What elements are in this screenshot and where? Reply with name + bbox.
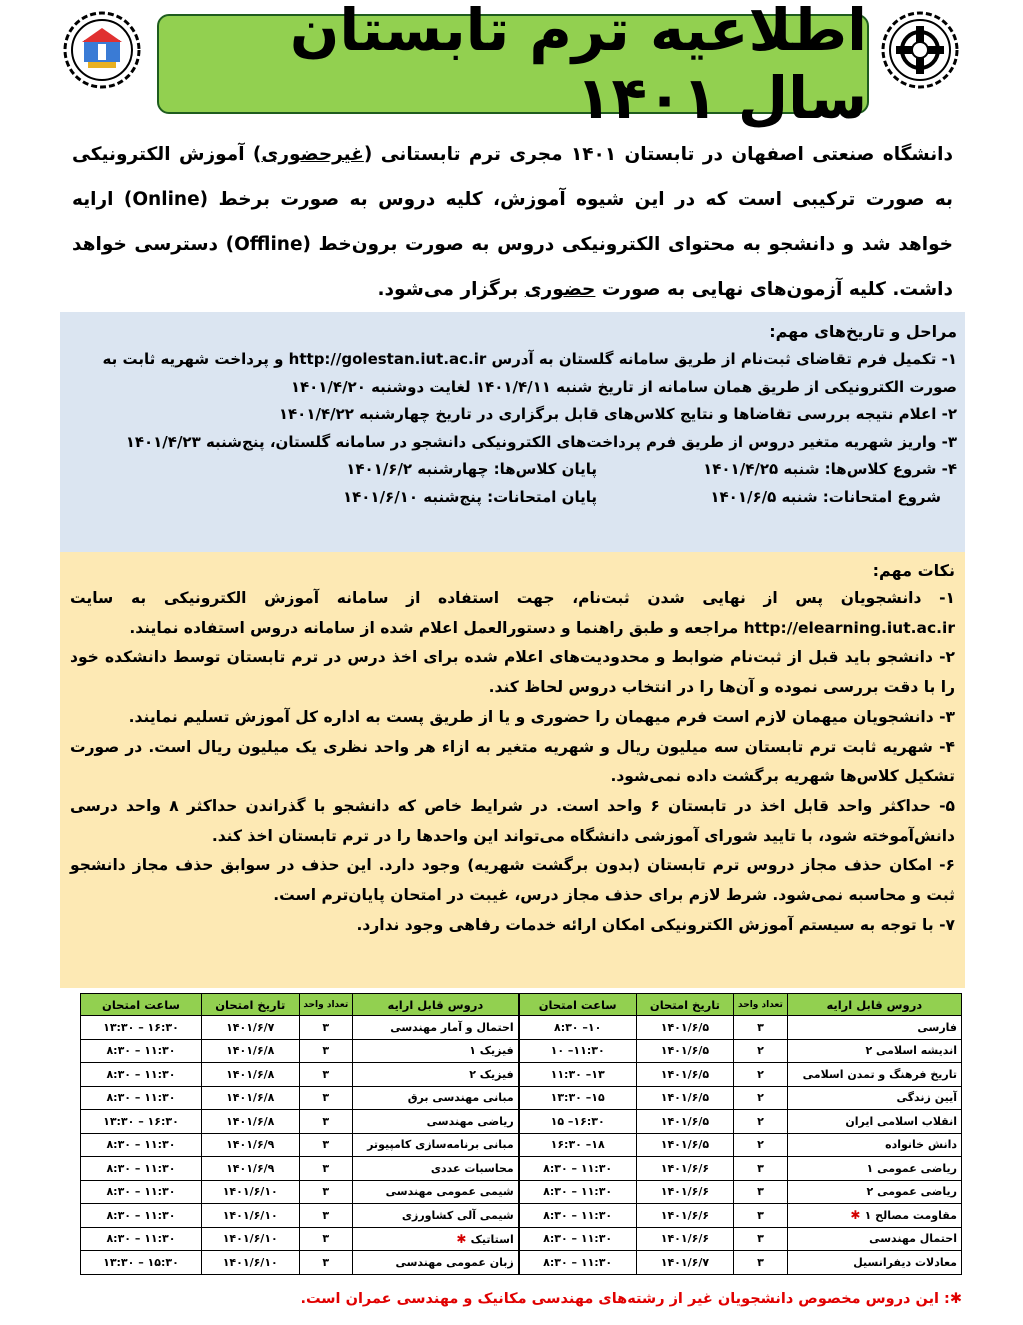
intro-underlined-1: غیرحضوری <box>261 144 364 165</box>
intro-underlined-2: حضوری <box>524 279 596 300</box>
exam-time-left: ۱۱:۳۰ – ۸:۳۰ <box>81 1063 202 1087</box>
course-name-left <box>353 1180 519 1204</box>
exams-start: شروع امتحانات: شنبه ۱۴۰۱/۶/۵ <box>710 487 941 506</box>
course-name-left <box>353 1063 519 1087</box>
step-line-1: ۱- تکمیل فرم تقاضای ثبت‌نام از طریق سامانه گلستان به آدرس http://golestan.iut.ac.ir و پرداخت شهریه ثابت به <box>102 350 957 368</box>
header-date-right: تاریخ امتحان <box>636 994 734 1016</box>
exam-date-right: ۱۴۰۱/۶/۷ <box>636 1251 734 1275</box>
exam-time-right: ۱۳– ۱۱:۳۰ <box>519 1063 636 1087</box>
iut-logo-right-icon <box>880 10 960 90</box>
course-name-text: استاتیک <box>470 1232 514 1246</box>
exam-date-right: ۱۴۰۱/۶/۶ <box>636 1227 734 1251</box>
exam-date-left: ۱۴۰۱/۶/۱۰ <box>201 1204 299 1228</box>
table-row <box>81 1251 962 1275</box>
exam-time-right: ۱۱:۳۰ – ۸:۳۰ <box>519 1180 636 1204</box>
exam-date-left: ۱۴۰۱/۶/۸ <box>201 1086 299 1110</box>
course-table-wrapper <box>80 993 962 1275</box>
table-row <box>81 1180 962 1204</box>
table-row <box>81 1039 962 1063</box>
note-item-4: ۴- شهریه ثابت ترم تابستان سه میلیون ریال و شهریه متغیر به ازاء هر واحد نظری یک میلیون ریال است. در صورت تشکیل کلاس‌ها شهریه برگشت داده نمی‌شود. <box>70 737 955 786</box>
course-name-left <box>353 1157 519 1181</box>
units-left: ۳ <box>299 1227 352 1251</box>
steps-heading: مراحل و تاریخ‌های مهم: <box>769 322 957 341</box>
table-row <box>81 1063 962 1087</box>
course-name-right <box>787 1180 961 1204</box>
course-name-text: شیمی آلی کشاورزی <box>401 1208 514 1222</box>
units-left: ۳ <box>299 1180 352 1204</box>
course-name-right <box>787 1063 961 1087</box>
step-line-6 <box>68 484 957 512</box>
header-units-left: تعداد واحد <box>299 994 352 1016</box>
course-name-right <box>787 1227 961 1251</box>
note-item-2: ۲- دانشجو باید قبل از ثبت‌نام ضوابط و محدودیت‌های اعلام شده برای اخذ درس در ترم تابستان توسط دانشکده خود را با دقت بررسی نموده و آن‌ها را در انتخاب دروس لحاظ کند. <box>70 648 955 697</box>
units-right: ۲ <box>734 1039 787 1063</box>
exam-time-left: ۱۶:۳۰ – ۱۳:۳۰ <box>81 1110 202 1134</box>
course-name-text: ریاضی مهندسی <box>426 1114 514 1128</box>
exam-time-left: ۱۱:۳۰ – ۸:۳۰ <box>81 1039 202 1063</box>
course-name-text: ریاضی عمومی ۱ <box>866 1161 957 1175</box>
exam-date-right: ۱۴۰۱/۶/۵ <box>636 1133 734 1157</box>
course-name-right <box>787 1251 961 1275</box>
exam-date-right: ۱۴۰۱/۶/۵ <box>636 1086 734 1110</box>
intro-paragraph <box>60 122 965 312</box>
exam-date-right: ۱۴۰۱/۶/۵ <box>636 1110 734 1134</box>
table-row <box>81 1086 962 1110</box>
exam-date-left: ۱۴۰۱/۶/۱۰ <box>201 1251 299 1275</box>
header-units-right: تعداد واحد <box>734 994 787 1016</box>
exam-date-left: ۱۴۰۱/۶/۹ <box>201 1157 299 1181</box>
exam-time-left: ۱۶:۳۰ – ۱۳:۳۰ <box>81 1016 202 1040</box>
exam-time-left: ۱۱:۳۰ – ۸:۳۰ <box>81 1204 202 1228</box>
asterisk-icon: ✱ <box>456 1231 471 1246</box>
exam-time-right: ۱۵– ۱۳:۳۰ <box>519 1086 636 1110</box>
exam-date-left: ۱۴۰۱/۶/۷ <box>201 1016 299 1040</box>
units-right: ۳ <box>734 1016 787 1040</box>
course-name-right <box>787 1157 961 1181</box>
table-row <box>81 1204 962 1228</box>
units-left: ۳ <box>299 1016 352 1040</box>
exam-date-right: ۱۴۰۱/۶/۵ <box>636 1063 734 1087</box>
note-item-7: ۷- با توجه به سیستم آموزش الکترونیکی امکان ارائه خدمات رفاهی وجود ندارد. <box>356 915 955 934</box>
course-name-right <box>787 1110 961 1134</box>
exam-time-right: ۱۱:۳۰ – ۸:۳۰ <box>519 1227 636 1251</box>
notes-heading: نکات مهم: <box>872 561 955 580</box>
course-name-text: دانش خانواده <box>885 1138 957 1152</box>
units-right: ۳ <box>734 1180 787 1204</box>
header-course-right: دروس قابل ارایه <box>787 994 961 1016</box>
course-name-left <box>353 1204 519 1228</box>
exam-date-left: ۱۴۰۱/۶/۸ <box>201 1039 299 1063</box>
exam-time-right: ۱۱:۳۰ – ۸:۳۰ <box>519 1251 636 1275</box>
exam-time-left: ۱۱:۳۰ – ۸:۳۰ <box>81 1157 202 1181</box>
units-left: ۳ <box>299 1039 352 1063</box>
course-name-text: فیزیک ۱ <box>469 1044 514 1058</box>
header-time-left: ساعت امتحان <box>81 994 202 1016</box>
header-time-right: ساعت امتحان <box>519 994 636 1016</box>
course-name-left <box>353 1227 519 1251</box>
course-name-left <box>353 1086 519 1110</box>
table-row <box>81 1133 962 1157</box>
course-name-right <box>787 1086 961 1110</box>
exams-end: پایان امتحانات: پنج‌شنبه ۱۴۰۱/۶/۱۰ <box>342 487 597 506</box>
intro-part-1: دانشگاه صنعتی اصفهان در تابستان ۱۴۰۱ مجری ترم تابستانی ( <box>363 144 954 165</box>
note-item-3: ۳- دانشجویان میهمان لازم است فرم میهمان را حضوری و یا از طریق پست به اداره کل آموزش تسلیم نمایند. <box>128 707 955 726</box>
exam-time-right: ۱۱:۳۰ – ۸:۳۰ <box>519 1204 636 1228</box>
course-name-text: زبان عمومی مهندسی <box>395 1255 514 1269</box>
units-right: ۲ <box>734 1110 787 1134</box>
exam-time-right: ۱۶:۳۰– ۱۵ <box>519 1110 636 1134</box>
note-item-1: ۱- دانشجویان پس از نهایی شدن ثبت‌نام، جهت استفاده از سامانه آموزش الکترونیکی به سایت http://elearning.iut.ac.ir مراجعه و طبق راهنما و دستورالعمل اعلام شده از سامانه دروس استفاده نمایند. <box>70 589 955 637</box>
iut-logo-left-icon <box>62 10 142 90</box>
title-banner <box>157 0 869 132</box>
header-course-left: دروس قابل ارایه <box>353 994 519 1016</box>
exam-date-left: ۱۴۰۱/۶/۸ <box>201 1110 299 1134</box>
table-row <box>81 1110 962 1134</box>
units-right: ۳ <box>734 1157 787 1181</box>
course-name-text: محاسبات عددی <box>430 1161 514 1175</box>
exam-time-left: ۱۵:۳۰ – ۱۳:۳۰ <box>81 1251 202 1275</box>
course-name-text: فیزیک ۲ <box>469 1067 514 1081</box>
units-right: ۳ <box>734 1204 787 1228</box>
course-name-text: مقاومت مصالح ۱ <box>864 1209 957 1223</box>
units-right: ۳ <box>734 1251 787 1275</box>
course-name-text: ریاضی عمومی ۲ <box>866 1185 957 1199</box>
header-date-left: تاریخ امتحان <box>201 994 299 1016</box>
table-row <box>81 1157 962 1181</box>
exam-date-left: ۱۴۰۱/۶/۸ <box>201 1063 299 1087</box>
step-line-5 <box>68 456 957 484</box>
exam-date-left: ۱۴۰۱/۶/۱۰ <box>201 1180 299 1204</box>
exam-time-right: ۱۱:۳۰– ۱۰ <box>519 1039 636 1063</box>
units-left: ۳ <box>299 1251 352 1275</box>
exam-date-left: ۱۴۰۱/۶/۱۰ <box>201 1227 299 1251</box>
note-item-5: ۵- حداکثر واحد قابل اخذ در تابستان ۶ واحد است. در شرایط خاص که دانشجو با گذراندن حداکثر ۸ واحد درسی دانش‌آموخته شود، با تایید شورای آموزشی دانشگاه می‌تواند این واحدها را در ترم تابستان اخذ کند. <box>70 796 955 845</box>
units-right: ۳ <box>734 1227 787 1251</box>
intro-part-3: برگزار می‌شود. <box>377 279 525 300</box>
exam-time-left: ۱۱:۳۰ – ۸:۳۰ <box>81 1133 202 1157</box>
units-left: ۳ <box>299 1157 352 1181</box>
exam-date-left: ۱۴۰۱/۶/۹ <box>201 1133 299 1157</box>
step-line-4: ۳- واریز شهریه متغیر دروس از طریق فرم پرداخت‌های الکترونیکی دانشجو در سامانه گلستان، پنج‌شنبه ۱۴۰۱/۴/۲۳ <box>125 432 957 451</box>
course-name-text: معادلات دیفرانسیل <box>853 1255 957 1269</box>
units-left: ۳ <box>299 1204 352 1228</box>
table-row <box>81 1227 962 1251</box>
exam-time-left: ۱۱:۳۰ – ۸:۳۰ <box>81 1180 202 1204</box>
exam-time-right: ۱۱:۳۰ – ۸:۳۰ <box>519 1157 636 1181</box>
course-name-left <box>353 1039 519 1063</box>
course-name-left <box>353 1251 519 1275</box>
exam-time-right: ۱۸– ۱۶:۳۰ <box>519 1133 636 1157</box>
course-name-text: تاریخ فرهنگ و تمدن اسلامی <box>802 1067 957 1081</box>
course-table <box>80 993 962 1275</box>
intro-part-2: ) آموزش الکترونیکی به صورت ترکیبی است که در این شیوه آموزش، کلیه دروس به صورت برخط (Online) ارایه خواهد شد و دانشجو به محتوای الکترونیکی دروس به صورت برون‌خط (Offline) دسترسی خواهد داشت. کلیه آزمون‌های نهایی به صورت <box>72 144 954 300</box>
course-name-text: اندیشه اسلامی ۲ <box>865 1044 957 1058</box>
exam-time-right: ۱۰– ۸:۳۰ <box>519 1016 636 1040</box>
course-name-left <box>353 1110 519 1134</box>
course-name-right <box>787 1204 961 1228</box>
course-name-text: شیمی عمومی مهندسی <box>385 1185 514 1199</box>
asterisk-icon: ✱ <box>850 1208 865 1223</box>
table-row <box>81 1016 962 1040</box>
course-name-text: فارسی <box>917 1020 957 1034</box>
notes-section <box>60 552 965 988</box>
course-name-left <box>353 1133 519 1157</box>
units-left: ۳ <box>299 1086 352 1110</box>
units-right: ۲ <box>734 1063 787 1087</box>
exam-time-left: ۱۱:۳۰ – ۸:۳۰ <box>81 1086 202 1110</box>
course-name-text: مبانی مهندسی برق <box>407 1091 514 1105</box>
step-line-2: صورت الکترونیکی از طریق همان سامانه از تاریخ شنبه ۱۴۰۱/۴/۱۱ لغایت دوشنبه ۱۴۰۱/۴/۲۰ <box>290 377 957 396</box>
course-name-left <box>353 1016 519 1040</box>
page-title: اطلاعیه ترم تابستان سال ۱۴۰۱ <box>289 0 867 132</box>
table-header-row <box>81 994 962 1016</box>
course-name-text: انقلاب اسلامی ایران <box>845 1114 957 1128</box>
course-name-right <box>787 1133 961 1157</box>
note-item-6: ۶- امکان حذف مجاز دروس ترم تابستان (بدون برگشت شهریه) وجود دارد. این حذف در سوابق حذف مجاز دانشجو ثبت و محاسبه نمی‌شود. شرط لازم برای حذف مجاز درس، غیبت در امتحان پایان‌ترم است. <box>70 856 955 905</box>
units-right: ۲ <box>734 1133 787 1157</box>
course-name-text: مبانی برنامه‌سازی کامپیوتر <box>367 1138 514 1152</box>
step-line-3: ۲- اعلام نتیجه بررسی تقاضاها و نتایج کلاس‌های قابل برگزاری در تاریخ چهارشنبه ۱۴۰۱/۴/۲۲ <box>278 405 957 423</box>
course-name-right <box>787 1016 961 1040</box>
exam-time-left: ۱۱:۳۰ – ۸:۳۰ <box>81 1227 202 1251</box>
classes-end: پایان کلاس‌ها: چهارشنبه ۱۴۰۱/۶/۲ <box>346 460 597 478</box>
course-name-text: آیین زندگی <box>896 1091 957 1105</box>
course-name-right <box>787 1039 961 1063</box>
units-left: ۳ <box>299 1063 352 1087</box>
exam-date-right: ۱۴۰۱/۶/۶ <box>636 1180 734 1204</box>
units-left: ۳ <box>299 1133 352 1157</box>
exam-date-right: ۱۴۰۱/۶/۶ <box>636 1204 734 1228</box>
classes-start: ۴- شروع کلاس‌ها: شنبه ۱۴۰۱/۴/۲۵ <box>703 460 957 478</box>
footnote: ✱: این دروس مخصوص دانشجویان غیر از رشته‌های مهندسی مکانیک و مهندسی عمران است. <box>300 1291 962 1307</box>
course-name-text: احتمال مهندسی <box>869 1232 957 1246</box>
exam-date-right: ۱۴۰۱/۶/۵ <box>636 1039 734 1063</box>
course-name-text: احتمال و آمار مهندسی <box>390 1020 514 1034</box>
units-right: ۲ <box>734 1086 787 1110</box>
steps-section <box>60 312 965 552</box>
exam-date-right: ۱۴۰۱/۶/۵ <box>636 1016 734 1040</box>
exam-date-right: ۱۴۰۱/۶/۶ <box>636 1157 734 1181</box>
units-left: ۳ <box>299 1110 352 1134</box>
